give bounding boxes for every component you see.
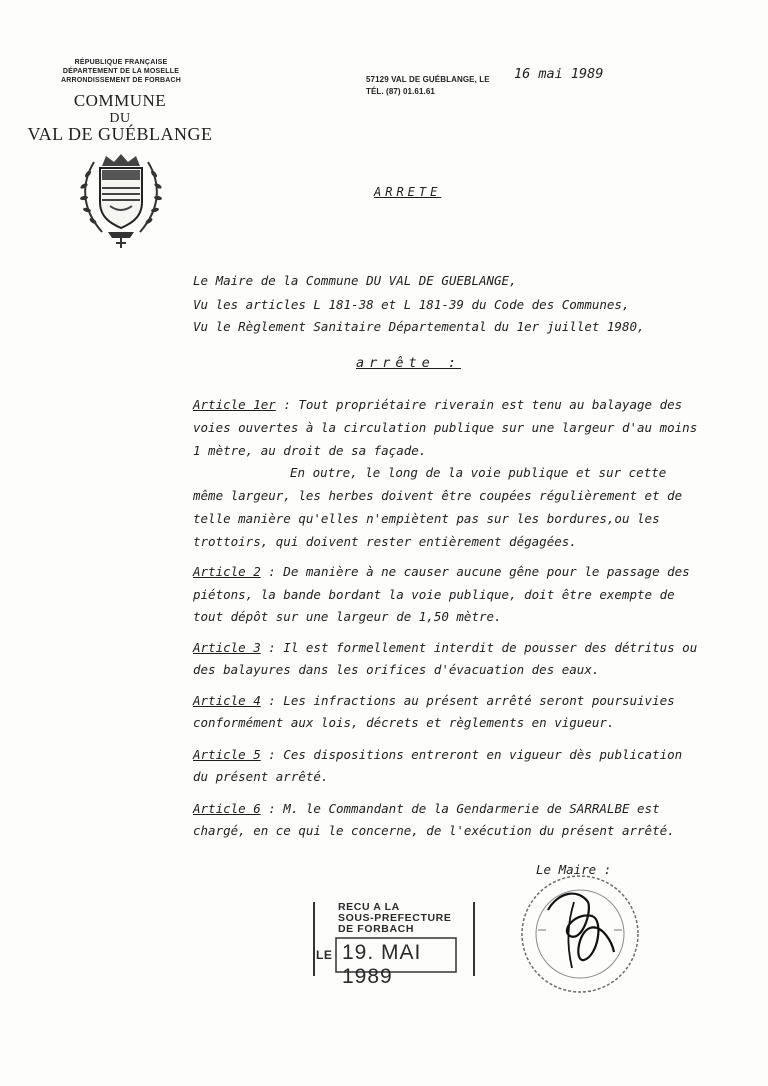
stamp-line-2: SOUS-PREFECTURE — [338, 912, 452, 924]
article-6-label: Article 6 — [193, 801, 261, 816]
mayor-seal-icon — [518, 872, 642, 996]
stamp-le: LE — [316, 948, 333, 962]
letterhead-du: DU — [109, 111, 131, 126]
preamble-articles: Vu les articles L 181-38 et L 181-39 du Code des Communes, — [193, 297, 630, 312]
letterhead-arrondissement: ARRONDISSEMENT DE FORBACH — [60, 77, 182, 84]
letterhead-department: DÉPARTEMENT DE LA MOSELLE — [62, 68, 180, 75]
article-4-label: Article 4 — [193, 693, 261, 708]
article-4-line-1 — [193, 693, 675, 708]
stamp-line-3: DE FORBACH — [338, 923, 414, 935]
stamp-line-1: RECU A LA — [338, 901, 400, 913]
signature-label: Le Maire : — [536, 862, 612, 877]
article-1-line-1 — [193, 397, 682, 412]
article-2-text: : De manière à ne causer aucune gêne pour le passage des — [260, 564, 690, 579]
letterhead-commune-name: VAL DE GUÉBLANGE — [27, 124, 213, 144]
document-date: 16 mai 1989 — [514, 66, 604, 82]
article-2-line-1 — [193, 564, 690, 579]
article-2-label: Article 2 — [193, 564, 261, 579]
article-1-line-5: même largeur, les herbes doivent être coupées régulièrement et de — [193, 488, 683, 503]
article-5-line-1 — [193, 747, 682, 762]
article-6-line-2: chargé, en ce qui le concerne, de l'exécution du présent arrêté. — [193, 823, 675, 838]
letterhead-phone: TÉL. (87) 01.61.61 — [366, 87, 435, 96]
article-1-label: Article 1er — [193, 397, 276, 412]
article-5-line-2: du présent arrêté. — [193, 769, 329, 784]
preamble-reglement: Vu le Règlement Sanitaire Départemental du 1er juillet 1980, — [193, 319, 645, 334]
article-3-text: : Il est formellement interdit de pousser des détritus ou — [260, 640, 698, 655]
article-1-line-2: voies ouvertes à la circulation publique sur une largeur d'au moins — [193, 420, 698, 435]
decree-heading: arrête : — [356, 355, 462, 371]
article-6-text: : M. le Commandant de la Gendarmerie de SARRALBE est — [260, 801, 660, 816]
article-2-line-3: tout dépôt sur une largeur de 1,50 mètre. — [193, 609, 502, 624]
coat-of-arms-icon — [72, 152, 170, 250]
letterhead-republic: RÉPUBLIQUE FRANÇAISE — [74, 59, 168, 66]
article-2-line-2: piétons, la bande bordant la voie publique, doit être exempte de — [193, 587, 675, 602]
stamp-date: 19. MAI 1989 — [342, 941, 422, 988]
article-5-label: Article 5 — [193, 747, 261, 762]
reception-stamp — [310, 898, 478, 988]
article-1-text: : Tout propriétaire riverain est tenu au balayage des — [275, 397, 683, 412]
letterhead-address: 57129 VAL DE GUÉBLANGE, LE — [366, 75, 490, 84]
article-4-text: : Les infractions au présent arrêté seront poursuivies — [260, 693, 675, 708]
article-3-line-2: des balayures dans les orifices d'évacuation des eaux. — [193, 662, 600, 677]
article-5-text: : Ces dispositions entreront en vigueur dès publication — [260, 747, 683, 762]
preamble-mayor: Le Maire de la Commune DU VAL DE GUEBLANGE, — [193, 273, 517, 288]
letterhead-commune: COMMUNE — [73, 91, 167, 110]
article-4-line-2: conformément aux lois, décrets et règlements en vigueur. — [193, 715, 615, 730]
document-title: ARRETE — [374, 185, 442, 199]
article-1-line-4: En outre, le long de la voie publique et sur cette — [290, 465, 667, 480]
article-3-line-1 — [193, 640, 697, 655]
article-1-line-7: trottoirs, qui doivent rester entièrement dégagées. — [193, 534, 577, 549]
article-6-line-1 — [193, 801, 660, 816]
article-1-line-3: 1 mètre, au droit de sa façade. — [193, 443, 427, 458]
article-3-label: Article 3 — [193, 640, 261, 655]
article-1-line-6: telle manière qu'elles n'empiètent pas sur les bordures,ou les — [193, 511, 660, 526]
